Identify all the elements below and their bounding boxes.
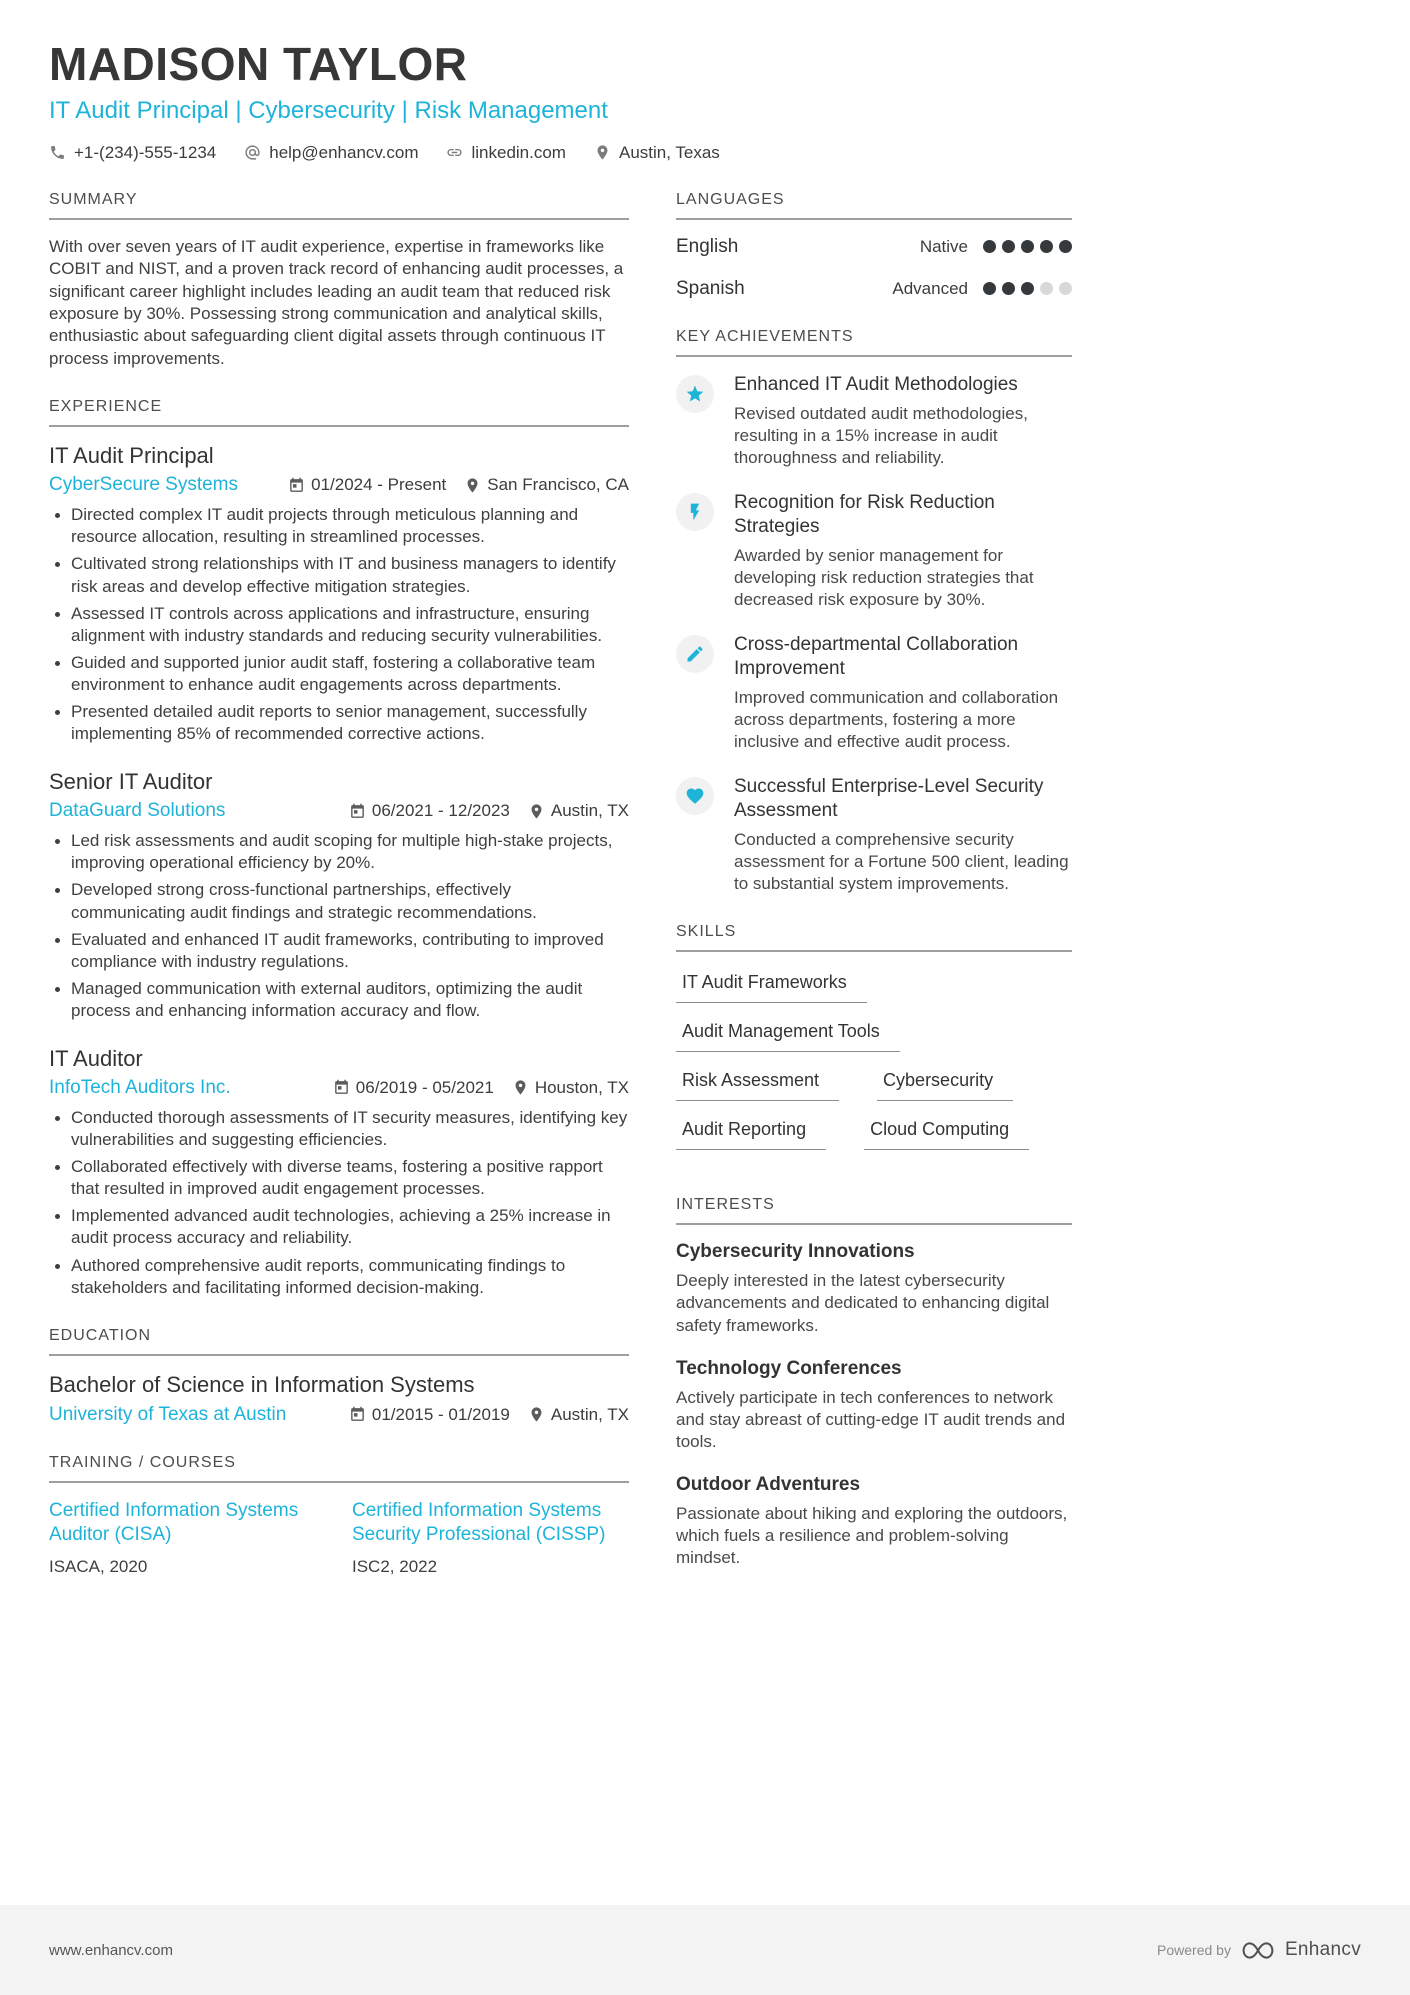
job-bullets <box>49 830 629 1022</box>
enhancv-brand-name: Enhancv <box>1284 1939 1361 1960</box>
achievements-section <box>676 328 1072 896</box>
bullet-item: Authored comprehensive audit reports, communicating findings to stakeholders and facilitating informed decision-making. <box>49 1255 629 1299</box>
achievement-text: Improved communication and collaboration across departments, fostering a more inclusive and effective audit process. <box>734 687 1059 752</box>
bullet-item: Developed strong cross-functional partnerships, effectively communicating audit findings and strategic recommendations. <box>49 879 629 923</box>
achievement-entry <box>676 775 1072 895</box>
achievement-icon-wrap <box>676 635 714 673</box>
rating-dot-filled <box>1040 240 1053 253</box>
training-section <box>49 1454 629 1577</box>
job-entry <box>49 443 629 745</box>
skill-item: Cloud Computing <box>864 1119 1029 1150</box>
email-contact[interactable] <box>244 143 418 163</box>
candidate-headline: IT Audit Principal | Cybersecurity | Risk Management <box>49 96 608 124</box>
interest-title: Cybersecurity Innovations <box>676 1241 915 1263</box>
job-title: IT Audit Principal <box>49 443 214 469</box>
job-location <box>464 475 629 495</box>
language-level: Native <box>919 236 968 256</box>
interests-heading: INTERESTS <box>676 1196 1072 1225</box>
job-meta-row <box>49 800 629 822</box>
resume-header <box>0 0 1410 163</box>
job-dates <box>288 475 446 495</box>
job-meta-row <box>49 1077 629 1099</box>
lightning-icon <box>685 502 705 522</box>
education-section <box>49 1327 629 1426</box>
achievement-text: Awarded by senior management for developing risk reduction strategies that decreased risk exposure by 30%. <box>734 545 1034 609</box>
candidate-name: MADISON TAYLOR <box>49 38 468 90</box>
skill-item: Audit Management Tools <box>676 1021 900 1052</box>
right-column <box>676 191 1072 1605</box>
job-entry <box>49 1046 629 1299</box>
rating-dot-filled <box>1021 282 1034 295</box>
education-heading: EDUCATION <box>49 1327 629 1356</box>
summary-section <box>49 191 629 371</box>
pen-icon <box>685 644 705 664</box>
calendar-icon <box>349 1406 366 1423</box>
location-pin-icon <box>464 477 481 494</box>
rating-dot-filled <box>983 240 996 253</box>
achievement-body <box>734 633 1072 753</box>
page-footer <box>0 1905 1410 1995</box>
location-pin-icon <box>528 803 545 820</box>
achievement-title: Successful Enterprise-Level Security Assessment <box>734 776 1044 822</box>
powered-by-block[interactable] <box>1157 1939 1361 1961</box>
achievement-icon-wrap <box>676 375 714 413</box>
achievement-title: Cross-departmental Collaboration Improvement <box>734 634 1019 679</box>
job-bullets <box>49 504 629 745</box>
achievement-body <box>734 491 1072 611</box>
job-meta-row <box>49 474 629 496</box>
location-text: Austin, TX <box>550 1404 629 1424</box>
rating-dot-filled <box>1021 240 1034 253</box>
interest-text: Passionate about hiking and exploring the outdoors, which fuels a resilience and problem-solving mindset. <box>676 1503 1068 1568</box>
job-dates <box>333 1078 494 1098</box>
rating-dot-empty <box>1059 282 1072 295</box>
degree-title: Bachelor of Science in Information Systems <box>49 1371 475 1397</box>
school-name: University of Texas at Austin <box>49 1403 287 1425</box>
education-location <box>528 1405 629 1425</box>
interest-text: Actively participate in tech conferences to network and stay abreast of cutting-edge IT audit trends and tools. <box>676 1387 1066 1451</box>
experience-heading: EXPERIENCE <box>49 398 629 427</box>
job-bullets <box>49 1107 629 1299</box>
job-location <box>512 1078 629 1098</box>
job-title: IT Auditor <box>49 1045 143 1071</box>
email-address: help@enhancv.com <box>269 142 419 162</box>
course-org: ISACA, 2020 <box>49 1557 148 1577</box>
training-heading: TRAINING / COURSES <box>49 1454 629 1483</box>
interest-entry <box>676 1474 1072 1569</box>
achievement-entry <box>676 491 1072 611</box>
skill-item: Audit Reporting <box>676 1119 826 1150</box>
summary-text: With over seven years of IT audit experience, expertise in frameworks like COBIT and NIST, and a proven track record of enhancing audit processes, a significant career highlight includes leading an audit team that reduced risk exposure by 30%. Possessing strong communication and analytical skills, enthusiastic about safeguarding client digital assets through continuous IT process improvements. <box>49 236 624 368</box>
location-text: Houston, TX <box>534 1077 629 1097</box>
achievements-heading: KEY ACHIEVEMENTS <box>676 328 1072 357</box>
job-title: Senior IT Auditor <box>49 769 213 795</box>
job-location <box>528 801 629 821</box>
contact-row <box>49 143 1361 163</box>
phone-icon <box>49 144 66 161</box>
rating-dot-empty <box>1040 282 1053 295</box>
skills-list <box>676 968 1072 1168</box>
company-name: DataGuard Solutions <box>49 800 226 822</box>
interest-title: Outdoor Adventures <box>676 1473 861 1495</box>
skill-item: Risk Assessment <box>676 1070 839 1101</box>
company-name: CyberSecure Systems <box>49 474 239 496</box>
bullet-item: Conducted thorough assessments of IT security measures, identifying key vulnerabilities and suggesting efficiencies. <box>49 1107 629 1151</box>
rating-dot-filled <box>1002 282 1015 295</box>
experience-section <box>49 398 629 1298</box>
bullet-item: Assessed IT controls across applications and infrastructure, ensuring alignment with industry standards and reducing security vulnerabilities. <box>49 603 629 647</box>
bullet-item: Guided and supported junior audit staff, fostering a collaborative team environment to enhance audit engagements across departments. <box>49 652 629 696</box>
location-text: Austin, Texas <box>618 142 720 162</box>
location-pin-icon <box>528 1406 545 1423</box>
bullet-item: Cultivated strong relationships with IT and business managers to identify risk areas and develop effective mitigation strategies. <box>49 553 629 597</box>
achievement-icon-wrap <box>676 493 714 531</box>
education-meta-right <box>349 1405 629 1425</box>
left-column <box>49 191 629 1605</box>
language-rating <box>983 240 1072 253</box>
location-text: Austin, TX <box>550 801 629 821</box>
language-level: Advanced <box>892 278 968 298</box>
bullet-item: Led risk assessments and audit scoping for multiple high-stake projects, improving operational efficiency by 20%. <box>49 830 629 874</box>
languages-heading: LANGUAGES <box>676 191 1072 220</box>
rating-dot-filled <box>1059 240 1072 253</box>
achievement-title: Recognition for Risk Reduction Strategies <box>734 491 995 537</box>
interest-text: Deeply interested in the latest cybersecurity advancements and dedicated to enhancing digital safety frameworks. <box>676 1271 1050 1335</box>
bullet-item: Presented detailed audit reports to senior management, successfully implementing 85% of recommended corrective actions. <box>49 701 629 745</box>
bullet-item: Evaluated and enhanced IT audit frameworks, contributing to improved compliance with industry regulations. <box>49 929 629 973</box>
calendar-icon <box>349 803 366 820</box>
skills-heading: SKILLS <box>676 923 1072 952</box>
bullet-item: Managed communication with external auditors, optimizing the audit process and enhancing information accuracy and flow. <box>49 978 629 1022</box>
dates-text: 01/2024 - Present <box>311 475 447 495</box>
languages-section <box>676 191 1072 300</box>
job-meta-right <box>333 1078 629 1098</box>
achievement-text: Revised outdated audit methodologies, resulting in a 15% increase in audit thoroughness and reliability. <box>734 403 1028 467</box>
resume-content <box>0 163 1410 1605</box>
language-row <box>676 278 1072 300</box>
bullet-item: Collaborated effectively with diverse teams, fostering a positive rapport that resulted in improved audit engagement processes. <box>49 1156 629 1200</box>
website-contact[interactable] <box>446 143 566 163</box>
job-meta-right <box>288 475 629 495</box>
powered-by-label: Powered by <box>1157 1942 1231 1958</box>
calendar-icon <box>288 477 305 494</box>
enhancv-logo-icon <box>1242 1941 1274 1960</box>
language-name: Spanish <box>676 277 745 299</box>
course-org: ISC2, 2022 <box>352 1557 438 1577</box>
skill-item: IT Audit Frameworks <box>676 972 867 1003</box>
course-title: Certified Information Systems Security Professional (CISSP) <box>352 1499 606 1546</box>
job-dates <box>349 801 510 821</box>
language-row <box>676 236 1072 258</box>
course-entry <box>49 1499 326 1577</box>
course-entry <box>352 1499 629 1577</box>
rating-dot-filled <box>1002 240 1015 253</box>
bullet-item: Directed complex IT audit projects through meticulous planning and resource allocation, resulting in streamlined processes. <box>49 504 629 548</box>
location-text: San Francisco, CA <box>487 475 629 495</box>
phone-contact <box>49 143 216 163</box>
interest-entry <box>676 1241 1072 1336</box>
courses-list <box>49 1499 629 1577</box>
achievement-text: Conducted a comprehensive security assessment for a Fortune 500 client, leading to substantial system improvements. <box>734 830 1069 894</box>
course-title: Certified Information Systems Auditor (CISA) <box>49 1499 299 1546</box>
job-entry <box>49 769 629 1022</box>
bullet-item: Implemented advanced audit technologies, achieving a 25% increase in audit process accuracy and reliability. <box>49 1205 629 1249</box>
location-pin-icon <box>594 144 611 161</box>
company-name: InfoTech Auditors Inc. <box>49 1076 231 1098</box>
education-dates <box>349 1405 510 1425</box>
at-icon <box>244 144 261 161</box>
dates-text: 01/2015 - 01/2019 <box>371 1404 510 1424</box>
dates-text: 06/2019 - 05/2021 <box>355 1077 494 1097</box>
achievement-entry <box>676 633 1072 753</box>
language-rating <box>983 282 1072 295</box>
education-meta-row <box>49 1404 629 1426</box>
achievement-icon-wrap <box>676 777 714 815</box>
language-name: English <box>676 235 739 257</box>
interests-section <box>676 1196 1072 1569</box>
skill-item: Cybersecurity <box>877 1070 1013 1101</box>
location-pin-icon <box>512 1079 529 1096</box>
achievement-body <box>734 775 1072 895</box>
interest-title: Technology Conferences <box>676 1357 902 1379</box>
star-icon <box>685 384 705 404</box>
job-meta-right <box>349 801 629 821</box>
achievement-title: Enhanced IT Audit Methodologies <box>734 373 1018 395</box>
phone-number: +1-(234)-555-1234 <box>74 142 217 162</box>
heart-icon <box>685 786 705 806</box>
location-contact <box>594 143 720 163</box>
interest-entry <box>676 1358 1072 1453</box>
skills-section <box>676 923 1072 1168</box>
link-icon <box>446 144 463 161</box>
enhancv-site-link[interactable]: www.enhancv.com <box>49 1941 173 1959</box>
achievement-body <box>734 373 1072 469</box>
summary-heading: SUMMARY <box>49 191 629 220</box>
dates-text: 06/2021 - 12/2023 <box>371 801 510 821</box>
achievement-entry <box>676 373 1072 469</box>
calendar-icon <box>333 1079 350 1096</box>
website-url: linkedin.com <box>471 142 566 162</box>
rating-dot-filled <box>983 282 996 295</box>
